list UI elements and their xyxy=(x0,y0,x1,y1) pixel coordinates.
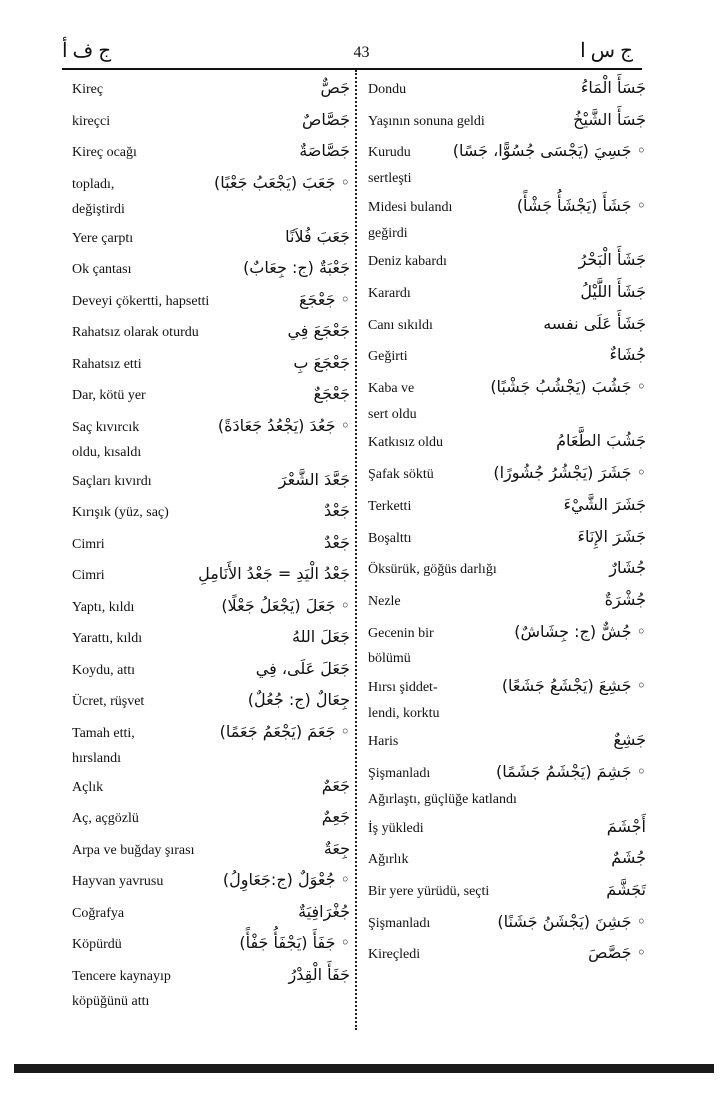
meaning-continuation: bölümü xyxy=(368,651,411,667)
dictionary-entry xyxy=(368,844,646,876)
turkish-meaning: Arpa ve buğday şırası xyxy=(72,842,195,858)
turkish-meaning: Coğrafya xyxy=(72,905,125,921)
arabic-headword: ◦ جَشُبَ (يَجْشُبُ جَشْبًا) xyxy=(490,377,646,396)
dictionary-entry xyxy=(72,317,350,349)
turkish-meaning: Yaptı, kıldı xyxy=(72,599,135,615)
dictionary-entry xyxy=(72,718,350,750)
arabic-headword: ◦ جُعْوَلٌ (ج:جَعَاوِلُ) xyxy=(222,870,350,889)
arabic-headword: ◦ جَشِنَ (يَجْشَنُ جَشَنًا) xyxy=(497,911,646,931)
dictionary-entry xyxy=(72,497,350,529)
meaning-continuation: lendi, korktu xyxy=(368,705,440,721)
arabic-headword: جُشَارٌ xyxy=(609,558,646,578)
dictionary-entry xyxy=(368,373,646,405)
turkish-meaning: Şişmanladı xyxy=(368,766,431,782)
meaning-continuation: sertleşti xyxy=(368,171,412,187)
dictionary-entry xyxy=(368,523,646,555)
arabic-headword: جَسَأَ الْمَاءُ xyxy=(580,78,646,97)
turkish-meaning: Ağırlık xyxy=(368,852,409,868)
turkish-meaning: Kurudu xyxy=(368,145,411,161)
turkish-meaning: Karardı xyxy=(368,285,411,301)
dictionary-entry xyxy=(72,866,350,898)
turkish-meaning: kireçci xyxy=(72,113,111,129)
dictionary-entry xyxy=(72,803,350,835)
turkish-meaning: Şafak söktü xyxy=(368,467,434,483)
arabic-headword: جَشِعٌ xyxy=(613,730,646,750)
arabic-headword: جَعْدٌ xyxy=(323,501,350,520)
arabic-headword: جَفَأَ الْقِدْرُ xyxy=(288,964,350,984)
turkish-meaning: Gecenin bir xyxy=(368,625,434,641)
column-divider xyxy=(355,70,357,1030)
meaning-continuation: sert oldu xyxy=(368,406,417,422)
arabic-headword: ◦ جَعَمَ (يَجْعَمُ جَعَمًا) xyxy=(219,721,350,741)
dictionary-entry xyxy=(72,74,350,106)
turkish-meaning: Yarattı, kıldı xyxy=(72,631,143,646)
arabic-headword: جَصَّاصَةٌ xyxy=(299,141,350,160)
dictionary-entry xyxy=(368,726,646,758)
dictionary-entry xyxy=(72,560,350,592)
turkish-meaning: Ok çantası xyxy=(72,262,132,277)
dictionary-entry xyxy=(368,278,646,310)
arabic-headword: أَجْشَمَ xyxy=(606,816,646,836)
meaning-continuation: hırslandı xyxy=(72,751,121,766)
turkish-meaning: Midesi bulandı xyxy=(368,199,453,215)
arabic-headword: ◦ جَفَأَ (يَجْفَأُ جَفْأً) xyxy=(239,933,350,952)
turkish-meaning: Haris xyxy=(368,734,399,750)
arabic-headword: جَشَرَ الإِنَاءَ xyxy=(577,526,646,546)
meaning-continuation: geğirdi xyxy=(368,225,408,241)
turkish-meaning: Cimri xyxy=(72,568,105,583)
turkish-meaning: Hırsı şiddet- xyxy=(368,680,438,695)
turkish-meaning: Rahatsız olarak oturdu xyxy=(72,325,199,340)
meaning-continuation: oldu, kısaldı xyxy=(72,445,142,460)
dictionary-entry xyxy=(72,106,350,138)
dictionary-entry xyxy=(368,554,646,586)
dictionary-entry xyxy=(368,427,646,459)
meaning-continuation: köpüğünü attı xyxy=(72,994,150,1009)
turkish-meaning: Terketti xyxy=(368,498,412,514)
arabic-headword: جُشْرَةٌ xyxy=(604,589,646,609)
turkish-meaning: Öksürük, göğüs darlığı xyxy=(368,562,497,578)
turkish-meaning: Geğirti xyxy=(368,349,408,365)
arabic-headword: ◦ جَصَّصَ xyxy=(588,943,646,963)
dictionary-entry xyxy=(72,529,350,561)
dictionary-entry xyxy=(72,929,350,961)
turkish-meaning: Boşalttı xyxy=(368,530,412,546)
dictionary-entry xyxy=(72,466,350,498)
turkish-meaning: Tamah etti, xyxy=(72,725,135,741)
arabic-headword: جَصٌّ xyxy=(320,78,350,97)
turkish-meaning: Koydu, attı xyxy=(72,662,135,678)
arabic-headword: جَشَرَ الشَّيْءَ xyxy=(563,494,646,514)
dictionary-entry xyxy=(368,939,646,971)
dictionary-entry xyxy=(72,349,350,381)
arabic-headword: جَعَمٌ xyxy=(321,775,350,795)
turkish-meaning: Kireç xyxy=(72,82,104,97)
dictionary-entry xyxy=(368,758,646,790)
dictionary-entry xyxy=(368,137,646,169)
dictionary-entry xyxy=(72,169,350,201)
turkish-meaning: Şişmanladı xyxy=(368,915,431,931)
bottom-scan-bar xyxy=(14,1064,714,1073)
arabic-headword: جَعَلَ عَلَى، فِي xyxy=(255,658,350,678)
turkish-meaning: Köpürdü xyxy=(72,937,122,952)
arabic-headword: جُشَاءٌ xyxy=(609,345,646,365)
dictionary-entry xyxy=(72,835,350,867)
arabic-headword: ◦ جَعَلَ (يَجْعَلُ جَعْلًا) xyxy=(221,595,350,615)
dictionary-entry xyxy=(72,686,350,718)
turkish-meaning: Aç, açgözlü xyxy=(72,811,139,826)
dictionary-entry xyxy=(72,592,350,624)
arabic-headword: ◦ جَشَرَ (يَجْشُرُ جُشُورًا) xyxy=(493,463,646,483)
dictionary-entry xyxy=(72,623,350,655)
turkish-meaning: Kireçledi xyxy=(368,947,421,963)
meaning-continuation: Ağırlaştı, güçlüğe katlandı xyxy=(368,791,517,807)
dictionary-entry xyxy=(72,223,350,255)
arabic-headword: جَعَلَ اللهُ xyxy=(291,627,350,646)
arabic-headword: ◦ جَشَأَ (يَجْشَأُ جَشْأً) xyxy=(516,195,646,215)
dictionary-entry xyxy=(368,459,646,491)
arabic-headword: جَشَأَ الْبَحْرُ xyxy=(578,250,646,270)
arabic-headword: جِعَةٌ xyxy=(323,838,350,858)
dictionary-entry xyxy=(368,908,646,940)
arabic-headword: جَعْبَةٌ (ج: جِعَابٌ) xyxy=(243,258,350,277)
dictionary-entry xyxy=(72,772,350,804)
arabic-headword: ◦ جَشِعَ (يَجْشَعُ جَشَعًا) xyxy=(501,676,646,695)
header-rule xyxy=(62,68,642,70)
header-left-guide: ج ف أ xyxy=(62,40,112,62)
arabic-headword: جَشَأَ اللَّيْلُ xyxy=(580,281,646,301)
header-right-guide: ج س ا xyxy=(580,40,633,62)
turkish-meaning: Kireç ocağı xyxy=(72,145,137,160)
dictionary-entry xyxy=(368,876,646,908)
arabic-headword: جَعْجَعَ بِ xyxy=(293,352,350,372)
arabic-headword: جَعْجَعَ فِي xyxy=(287,321,350,340)
arabic-headword: ◦ جَسِيَ (يَجْسَى جُسُوًّا، جَسًا) xyxy=(452,141,646,161)
turkish-meaning: Katkısız oldu xyxy=(368,435,444,451)
arabic-headword: جَشُبَ الطَّعَامُ xyxy=(556,431,646,451)
turkish-meaning: Cimri xyxy=(72,536,105,552)
turkish-meaning: Yere çarptı xyxy=(72,230,134,246)
arabic-headword: ◦ جُشٌّ (ج: جِشَاشٌ) xyxy=(514,621,646,641)
turkish-meaning: Dondu xyxy=(368,82,407,97)
dictionary-entry xyxy=(368,192,646,224)
turkish-meaning: Dar, kötü yer xyxy=(72,388,146,403)
turkish-meaning: Kırışık (yüz, saç) xyxy=(72,505,169,520)
turkish-meaning: Deniz kabardı xyxy=(368,254,447,270)
arabic-headword: جَشَأَ عَلَى نفسه xyxy=(543,313,646,333)
arabic-headword: ◦ جَعَبَ (يَجْعَبُ جَعْبًا) xyxy=(213,172,350,192)
arabic-headword: ◦ جَشِمَ (يَجْشَمُ جَشَمًا) xyxy=(496,762,646,782)
arabic-headword: جَعْدٌ xyxy=(323,532,350,552)
page-number: 43 xyxy=(353,44,370,61)
arabic-headword: جَعَّدَ الشَّعْرَ xyxy=(278,469,350,489)
dictionary-entry xyxy=(368,586,646,618)
dictionary-entry xyxy=(72,137,350,169)
arabic-headword: جُغْرَافِيَةٌ xyxy=(298,901,350,921)
arabic-headword: جِعَالٌ (ج: جُعُلٌ) xyxy=(247,690,350,709)
turkish-meaning: Hayvan yavrusu xyxy=(72,874,164,889)
turkish-meaning: Açlık xyxy=(72,779,104,795)
arabic-headword: جُشَمٌ xyxy=(611,848,646,868)
dictionary-entry xyxy=(368,246,646,278)
dictionary-entry xyxy=(368,106,646,138)
dictionary-entry xyxy=(72,898,350,930)
dictionary-entry xyxy=(72,961,350,993)
dictionary-entry xyxy=(72,655,350,687)
dictionary-entry xyxy=(368,618,646,650)
turkish-meaning: Deveyi çökertti, hapsetti xyxy=(72,293,210,309)
dictionary-entry xyxy=(368,813,646,845)
arabic-headword: جَعِمٌ xyxy=(321,807,350,826)
dictionary-entry xyxy=(368,672,646,704)
dictionary-entry xyxy=(72,286,350,318)
dictionary-entry xyxy=(368,341,646,373)
arabic-headword: ◦ جَعُدَ (يَجْعُدُ جَعَادَةً) xyxy=(217,415,350,435)
arabic-headword: جَعْجَعٌ xyxy=(313,384,350,403)
arabic-headword: جَصَّاصٌ xyxy=(302,109,350,129)
dictionary-entry xyxy=(72,412,350,444)
dictionary-entry xyxy=(368,74,646,106)
turkish-meaning: Bir yere yürüdü, seçti xyxy=(368,883,490,899)
turkish-meaning: Tencere kaynayıp xyxy=(72,968,171,984)
arabic-headword: ◦ جَعْجَعَ xyxy=(299,289,350,309)
arabic-headword: جَعْدُ الْيَدِ = جَعْدُ الأَنَامِلِ xyxy=(198,564,350,583)
dictionary-entry xyxy=(72,254,350,286)
dictionary-entry xyxy=(72,380,350,412)
turkish-meaning: Yaşının sonuna geldi xyxy=(368,113,485,129)
turkish-meaning: Ücret, rüşvet xyxy=(72,694,145,709)
turkish-meaning: Canı sıkıldı xyxy=(368,317,433,333)
turkish-meaning: Rahatsız etti xyxy=(72,356,142,372)
meaning-continuation: değiştirdi xyxy=(72,202,125,217)
arabic-headword: جَعَبَ فُلاَنًا xyxy=(285,226,350,246)
turkish-meaning: Kaba ve xyxy=(368,381,415,396)
turkish-meaning: İş yükledi xyxy=(368,820,424,836)
turkish-meaning: topladı, xyxy=(72,176,115,192)
dictionary-entry xyxy=(368,491,646,523)
arabic-headword: جَسَأَ الشَّيْخُ xyxy=(573,109,646,129)
turkish-meaning: Saçları kıvırdı xyxy=(72,473,152,489)
turkish-meaning: Nezle xyxy=(368,593,401,609)
arabic-headword: تَجَشَّمَ xyxy=(606,879,646,899)
dictionary-entry xyxy=(368,310,646,342)
turkish-meaning: Saç kıvırcık xyxy=(72,419,140,435)
